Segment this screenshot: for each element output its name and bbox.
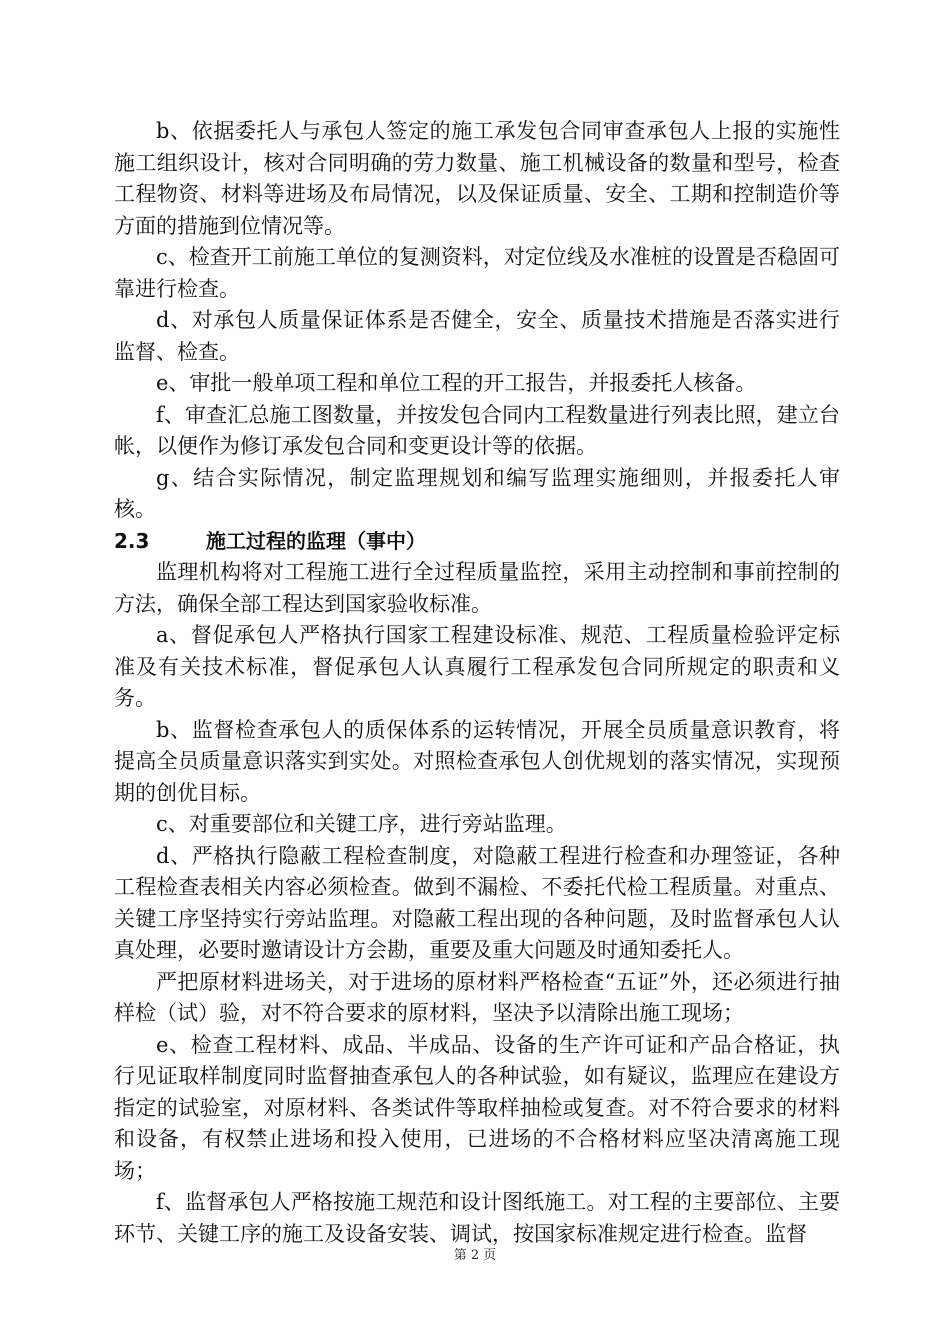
paragraph-b-quality-assurance: b、监督检查承包人的质保体系的运转情况，开展全员质量意识教育，将提高全员质量意识落实到实处。对照检查承包人创优规划的落实情况，实现预期的创优目标。 [114,717,840,805]
paragraph-g-supervision-plan: g、结合实际情况，制定监理规划和编写监理实施细则，并报委托人审核。 [114,465,840,521]
paragraph-f-drawing-quantities: f、审查汇总施工图数量，并按发包合同内工程数量进行列表比照，建立台帐，以便作为修订承发包合同和变更设计等的依据。 [114,402,840,458]
paragraph-c-side-supervision: c、对重要部位和关键工序，进行旁站监理。 [156,812,567,836]
paragraph-f-construction-supervision: f、监督承包人严格按施工规范和设计图纸施工。对工程的主要部位、主要环节、关键工序的施工及设备安装、调试，按国家标准规定进行检查。监督 [114,1190,840,1246]
paragraph-d-concealed-works: d、严格执行隐蔽工程检查制度，对隐蔽工程进行检查和办理签证，各种工程检查表相关内容必须检查。做到不漏检、不委托代检工程质量。对重点、关键工序坚持实行旁站监理。对隐蔽工程出现的各种问题，及时监督承包人认真处理，必要时邀请设计方会勘，重要及重大问题及时通知委托人。 [114,843,840,962]
paragraph-raw-materials: 严把原材料进场关，对于进场的原材料严格检查“五证”外，还必须进行抽样检（试）验，对不符合要求的原材料，坚决予以清除出施工现场； [114,969,840,1025]
paragraph-intro: 监理机构将对工程施工进行全过程质量监控，采用主动控制和事前控制的方法，确保全部工程达到国家验收标准。 [114,560,840,616]
paragraph-d-quality-system: d、对承包人质量保证体系是否健全，安全、质量技术措施是否落实进行监督、检查。 [114,308,840,364]
section-title: 施工过程的监理（事中） [206,528,426,553]
page-number: 第 2 页 [453,1248,497,1263]
paragraph-a-standards: a、督促承包人严格执行国家工程建设标准、规范、工程质量检验评定标准及有关技术标准，督促承包人认真履行工程承发包合同所规定的职责和义务。 [114,623,840,710]
document-body [114,116,840,1250]
section-number: 2.3 [114,528,150,553]
paragraph-e-start-report: e、审批一般单项工程和单位工程的开工报告，并报委托人核备。 [156,371,757,395]
paragraph-c-survey-check: c、检查开工前施工单位的复测资料，对定位线及水准桩的设置是否稳固可靠进行检查。 [114,245,840,301]
paragraph-e-materials-inspection: e、检查工程材料、成品、半成品、设备的生产许可证和产品合格证，执行见证取样制度同时监督抽查承包人的各种试验，如有疑议，监理应在建设方指定的试验室，对原材料、各类试件等取样抽检或复查。对不符合要求的材料和设备，有权禁止进场和投入使用，已进场的不合格材料应坚决清离施工现场； [114,1032,840,1183]
section-heading [114,526,840,558]
paragraph-b-construction-design-review: b、依据委托人与承包人签定的施工承发包合同审查承包人上报的实施性施工组织设计，核对合同明确的劳力数量、施工机械设备的数量和型号，检查工程物资、材料等进场及布局情况，以及保证质量、安全、工期和控制造价等方面的措施到位情况等。 [114,119,840,238]
